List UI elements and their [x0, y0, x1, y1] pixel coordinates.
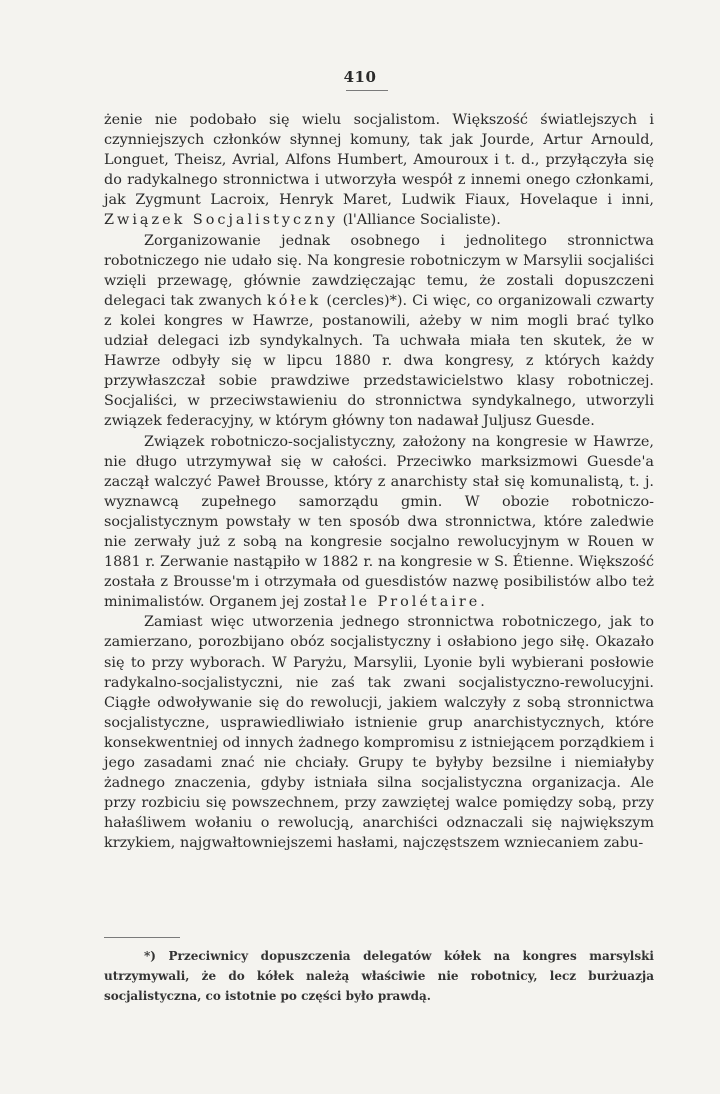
paragraph: [104, 432, 654, 613]
paragraph-text: (cercles)*). Ci więc, co organizowali czwarty z kolei kongres w Hawrze, postanowili, ażeby w nim mogli brać tylko udział delegaci izb syndykalnych. Ta uchwała miała ten skutek, że w Hawrze odbyły się w lipcu 1880 r. dwa kongresy, z których każdy przywłaszczał sobie prawdziwe przedstawicielstwo klasy robotniczej. Socjaliści, w przeciwstawieniu do stronnictwa syndykalnego, utworzyli związek federacyjny, w którym główny ton nadawał Juljusz Guesde.: [104, 292, 654, 430]
spaced-emphasis: le Prolétaire: [350, 594, 481, 611]
footnote: *) Przeciwnicy dopuszczenia delegatów kółek na kongres marsylski utrzymywali, że do kółek należą właściwie nie robotnicy, lecz burżuazja socjalistyczna, co istotnie po części było prawdą.: [104, 949, 654, 1003]
body-text: [104, 110, 654, 853]
paragraph-text: .: [480, 594, 485, 611]
spaced-emphasis: kółek: [266, 292, 322, 309]
paragraph-text: (l'Alliance Socialiste).: [338, 212, 501, 229]
paragraph: [104, 231, 654, 432]
paragraph: [104, 110, 654, 231]
page-number: 410: [343, 68, 377, 86]
paragraph: [104, 612, 654, 853]
footnote-divider: [104, 937, 180, 938]
paragraph-text: żenie nie podobało się wielu socjalistom. Większość światlejszych i czynniejszych członków słynnej komuny, tak jak Jourde, Artur Arnould, Longuet, Theisz, Avrial, Alfons Humbert, Amouroux i t. d., przyłączyła się do radykalnego stronnictwa i utworzyła wespół z innemi onego członkami, jak Zygmunt Lacroix, Henryk Maret, Ludwik Fiaux, Hovelaque i inni,: [104, 112, 654, 209]
page-number-rule: [346, 90, 388, 91]
paragraph-text: Związek robotniczo-socjalistyczny, założony na kongresie w Hawrze, nie długo utrzymywał się w całości. Przeciwko marksizmowi Guesde'a zaczął walczyć Paweł Brousse, który z anarchisty stał się komunalistą, t. j. wyznawcą zupełnego samorządu gmin. W obozie robotniczo-socjalistycznym powstały w ten sposób dwa stronnictwa, które zaledwie nie zerwały już z sobą na kongresie socjalno rewolucyjnym w Rouen w 1881 r. Zerwanie nastąpiło w 1882 r. na kongresie w S. Étienne. Większość została z Brousse'm i otrzymała od guesdistów nazwę posibilistów albo też minimalistów. Organem jej został: [104, 433, 654, 611]
paragraph-text: Zorganizowanie jednak osobnego i jednolitego stronnictwa robotniczego nie udało się. Na kongresie robotniczym w Marsylii socjaliści wzięli przewagę, głównie zawdzięczając temu, że zostali dopuszczeni delegaci tak zwanych: [104, 232, 654, 309]
spaced-emphasis: Związek Socjalistyczny: [104, 212, 339, 229]
paragraph-text: Zamiast więc utworzenia jednego stronnictwa robotniczego, jak to zamierzano, porozbijano obóz socjalistyczny i osłabiono jego siłę. Okazało się to przy wyborach. W Paryżu, Marsylii, Lyonie byli wybierani posłowie radykalno-socjalistyczni, nie zaś tak zwani socjalistyczno-rewolucyjni. Ciągłe odwoływanie się do rewolucji, jakiem walczyły z sobą stronnictwa socjalistyczne, usprawiedliwiało istnienie grup anarchistycznych, które konsekwentniej od innych żadnego kompromisu z istniejącem porządkiem i jego zasadami znać nie chciały. Grupy te byłyby bezsilne i niemiałyby żadnego znaczenia, gdyby istniała silna socjalistyczna organizacja. Ale przy rozbiciu się powszechnem, przy zawziętej walce pomiędzy sobą, przy hałaśliwem wołaniu o rewolucją, anarchiści odznaczali się największym krzykiem, najgwałtowniejszemi hasłami, najczęstszem wzniecaniem zabu-: [104, 614, 655, 852]
